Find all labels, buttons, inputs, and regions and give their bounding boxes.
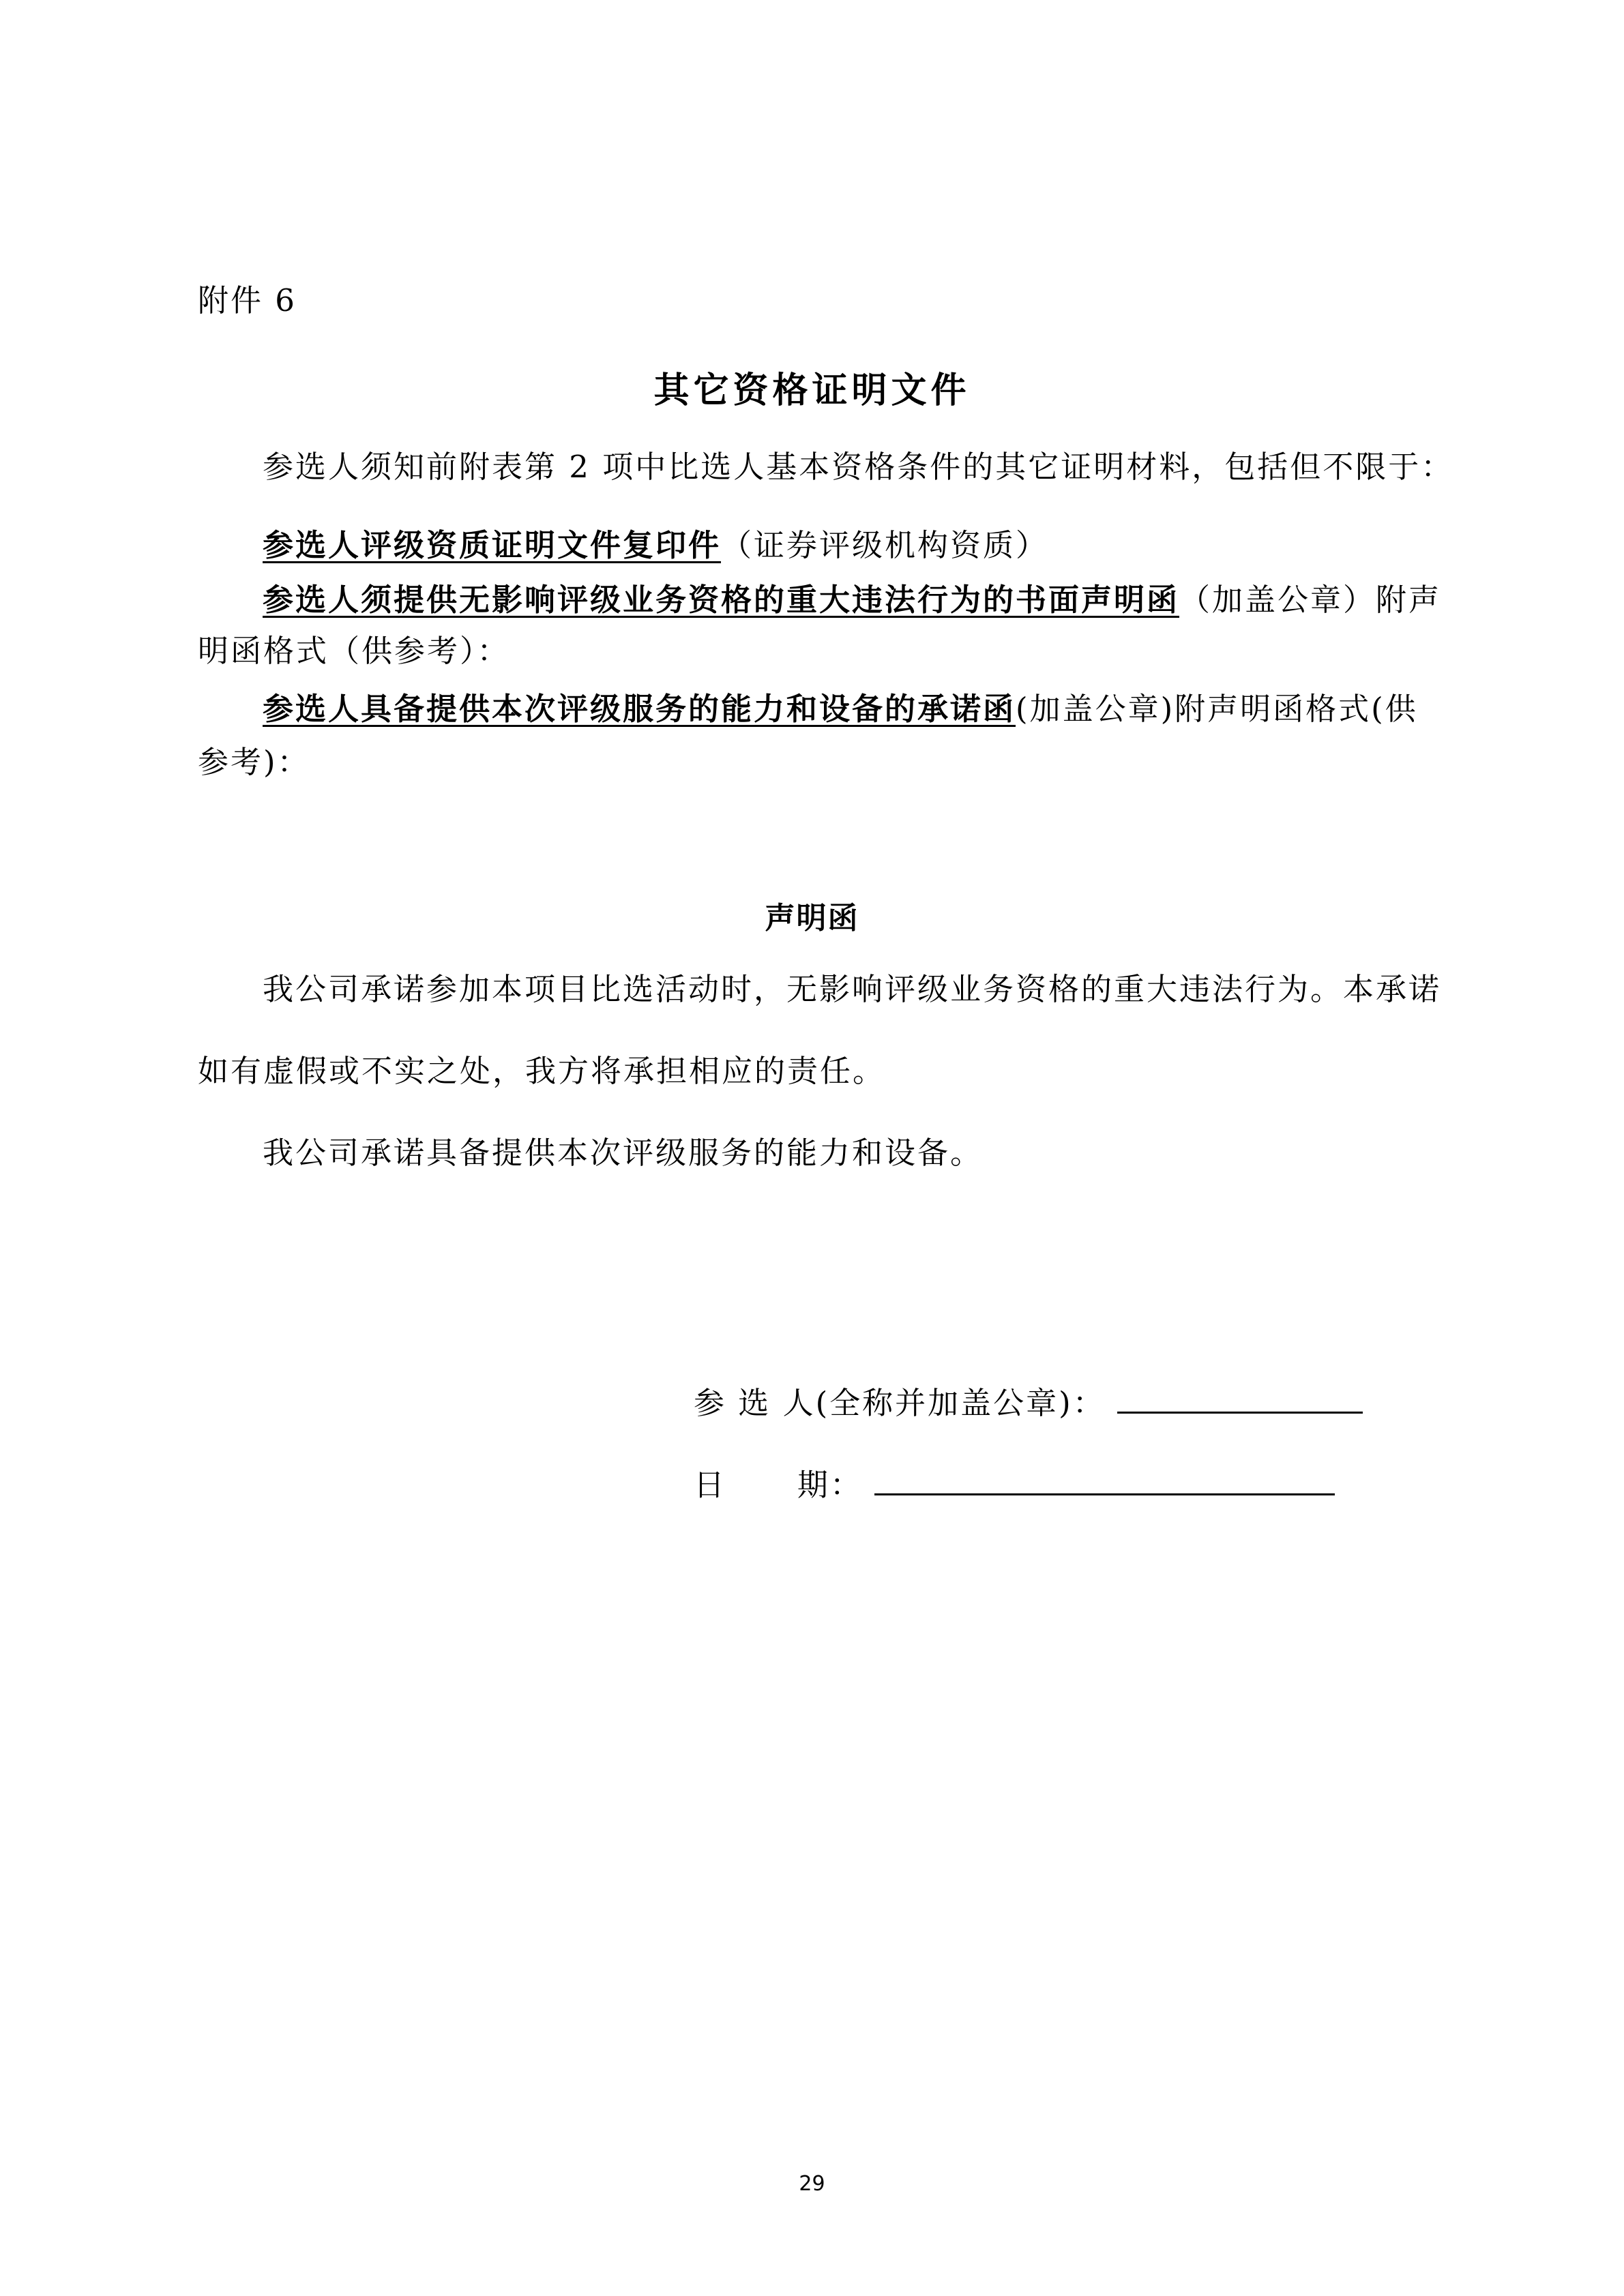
declaration-heading: 声明函 (765, 901, 859, 936)
declaration-paragraph-1-line-2: 如有虚假或不实之处，我方将承担相应的责任。 (198, 1053, 886, 1089)
participant-signature-row (694, 1385, 1363, 1421)
date-signature-row (694, 1467, 1335, 1503)
requirement-item-3 (263, 691, 1418, 727)
intro-paragraph: 参选人须知前附表第 2 项中比选人基本资格条件的其它证明材料，包括但不限于： (263, 449, 1454, 485)
page-number: 29 (799, 2172, 825, 2196)
requirement-item-2-note: （加盖公章）附声 (1179, 582, 1442, 618)
requirement-item-2-title: 参选人须提供无影响评级业务资格的重大违法行为的书面声明函 (263, 582, 1180, 618)
declaration-paragraph-2: 我公司承诺具备提供本次评级服务的能力和设备。 (263, 1135, 984, 1171)
page-title: 其它资格证明文件 (653, 370, 971, 411)
requirement-item-2-continuation: 明函格式（供参考）： (198, 633, 510, 669)
date-label: 日 期： (694, 1467, 863, 1503)
participant-label: 参 选 人(全称并加盖公章)： (694, 1385, 1106, 1421)
date-blank[interactable] (874, 1473, 1335, 1495)
attachment-label: 附件 6 (198, 282, 297, 318)
requirement-item-3-continuation: 参考)： (198, 744, 310, 780)
requirement-item-1 (263, 527, 1049, 563)
requirement-item-3-title: 参选人具备提供本次评级服务的能力和设备的承诺函 (263, 691, 1016, 727)
declaration-paragraph-1-line-1: 我公司承诺参加本项目比选活动时，无影响评级业务资格的重大违法行为。本承诺 (263, 971, 1442, 1007)
requirement-item-3-note: (加盖公章)附声明函格式(供 (1016, 691, 1418, 727)
requirement-item-1-title: 参选人评级资质证明文件复印件 (263, 527, 722, 563)
participant-signature-blank[interactable] (1117, 1391, 1363, 1414)
requirement-item-1-note: （证券评级机构资质） (721, 527, 1049, 563)
requirement-item-2 (263, 582, 1442, 618)
